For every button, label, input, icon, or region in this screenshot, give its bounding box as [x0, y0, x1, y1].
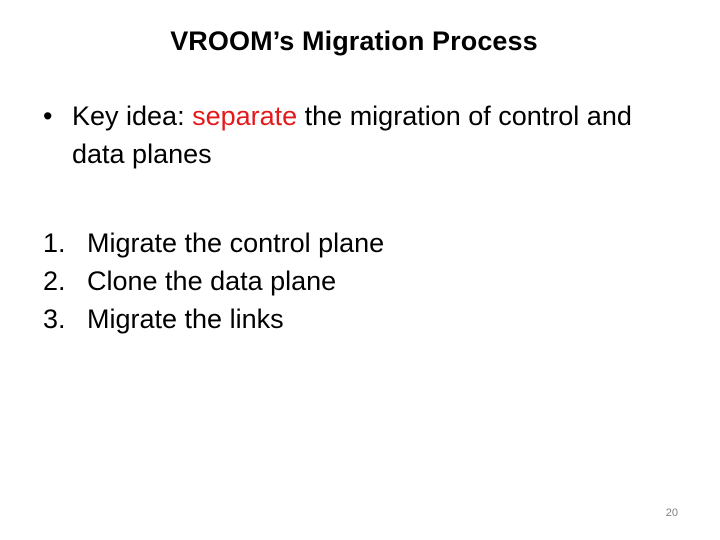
step-number: 2. [43, 266, 66, 296]
key-idea-bullet [43, 97, 683, 173]
page-number: 20 [665, 507, 678, 519]
bullet-text-after: the migration of control and data planes [72, 101, 632, 169]
step-number: 3. [43, 304, 66, 334]
slide-title: VROOM’s Migration Process [170, 26, 538, 56]
list-item [43, 262, 683, 300]
steps-list [43, 224, 683, 338]
bullet-highlight: separate [192, 101, 298, 131]
step-text: Migrate the control plane [87, 228, 385, 258]
step-number: 1. [43, 228, 66, 258]
bullet-text-before: Key idea: [72, 101, 193, 131]
step-text: Migrate the links [87, 304, 284, 334]
list-item [43, 300, 683, 338]
bullet-text [72, 97, 683, 173]
bullet-line [43, 97, 683, 173]
step-text: Clone the data plane [87, 266, 337, 296]
bullet-marker: • [43, 101, 53, 131]
list-item [43, 224, 683, 262]
